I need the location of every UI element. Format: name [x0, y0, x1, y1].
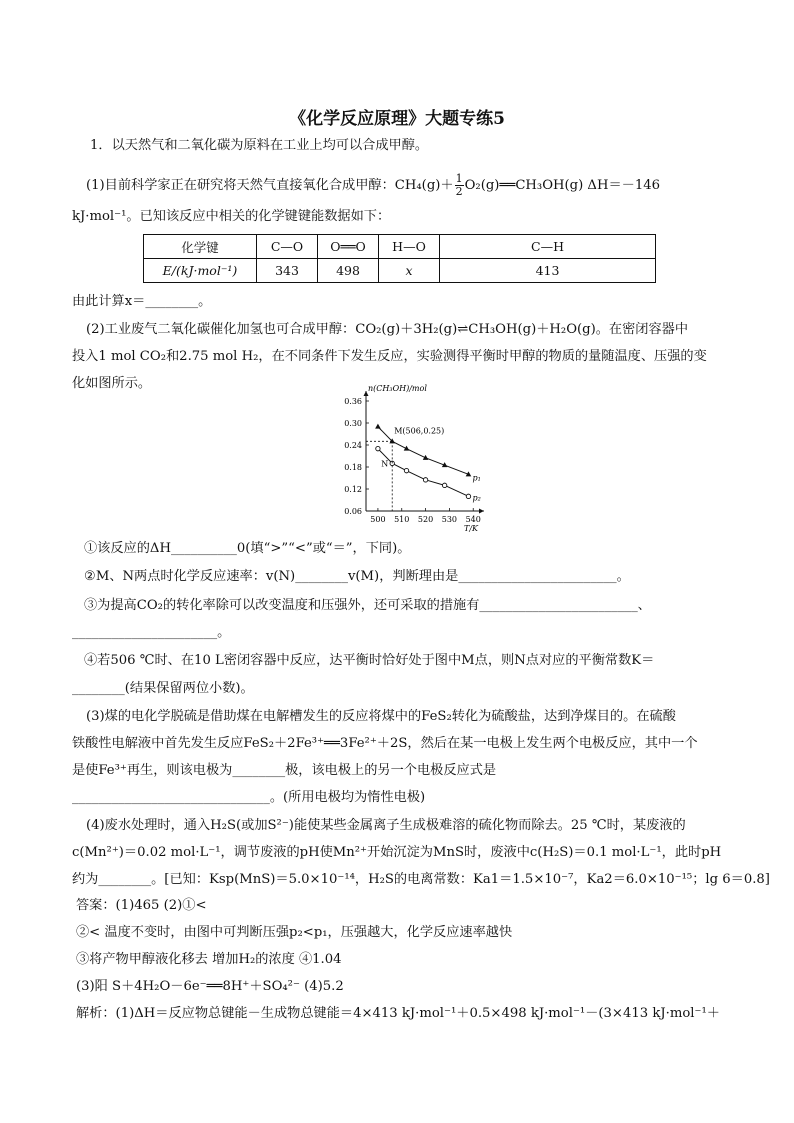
x-tick-label: 530 [441, 515, 458, 524]
sub-question-2: ②M、N两点时化学反应速率：v(N)________v(M)，判断理由是________________________。 [84, 569, 630, 584]
sub-question-1: ①该反应的ΔH__________0(填“>”“<”或“＝”，下同)。 [84, 541, 411, 556]
annotation-n: N [381, 459, 389, 469]
answer-line-4: (3)阳 S＋4H₂O－6e⁻══8H⁺＋SO₄²⁻ (4)5.2 [76, 979, 344, 994]
table-header-row [144, 235, 656, 259]
sub-question-3-line2: ______________________。 [72, 625, 231, 640]
x-tick-label: 510 [394, 515, 410, 524]
q1-part2-line2: 投入1 mol CO₂和2.75 mol H₂，在不同条件下发生反应，实验测得平衡时甲醇的物质的量随温度、压强的变 [72, 349, 707, 364]
x-tick-label: 540 [465, 515, 481, 524]
page-title: 《化学反应原理》大题专练5 [289, 109, 505, 129]
fraction [455, 173, 464, 198]
table-cell: H—O [379, 235, 440, 259]
y-tick-label: 0.36 [344, 397, 362, 406]
answer-line-3: ③将产物甲醇液化移去 增加H₂的浓度 ④1.04 [76, 952, 342, 967]
q1-part1-line1 [86, 173, 660, 198]
y-tick-label: 0.24 [344, 441, 362, 450]
sub-question-4-line2: ________(结果保留两位小数)。 [72, 681, 254, 696]
series-label-2: p₂ [472, 493, 481, 503]
answer-line-1: 答案：(1)465 (2)①< [76, 898, 207, 913]
table-cell: 343 [257, 259, 318, 283]
q1-part4-line2: c(Mn²⁺)＝0.02 mol·L⁻¹，调节废液的pH使Mn²⁺开始沉淀为MnS时，废液中c(H₂S)＝0.1 mol·L⁻¹，此时pH [72, 845, 722, 860]
table-cell: O══O [318, 235, 379, 259]
bond-energy-table [143, 234, 656, 283]
table-cell: 413 [440, 259, 656, 283]
sub-question-4-line1: ④若506 ℃时、在10 L密闭容器中反应，达平衡时恰好处于图中M点，则N点对应的平衡常数K＝ [84, 653, 655, 668]
q1-part3-line4: ______________________________。(所用电极均为惰性电极) [72, 790, 426, 805]
table-cell: C—O [257, 235, 318, 259]
table-cell: C—H [440, 235, 656, 259]
answer-line-2: ②< 温度不变时，由图中可判断压强p₂<p₁，压强越大，化学反应速率越快 [76, 925, 513, 940]
table-cell: 化学键 [144, 235, 257, 259]
sub-question-3-line1: ③为提高CO₂的转化率除可以改变温度和压强外，还可采取的措施有________________________、 [84, 598, 651, 613]
q1-part3-line1: (3)煤的电化学脱硫是借助煤在电解槽发生的反应将煤中的FeS₂转化为硫酸盐，达到净煤目的。在硫酸 [86, 709, 676, 724]
y-tick-label: 0.18 [344, 463, 362, 472]
q1-part1-line2: kJ·mol⁻¹。已知该反应中相关的化学键键能数据如下： [72, 209, 391, 224]
data-point [375, 424, 381, 429]
data-point [376, 446, 380, 450]
methanol-chart [330, 384, 490, 533]
explanation-line-1: 解析：(1)ΔH＝反应物总键能－生成物总键能＝4×413 kJ·mol⁻¹＋0.5×498 kJ·mol⁻¹－(3×413 kJ·mol⁻¹＋ [76, 1006, 720, 1021]
fraction-denominator: 2 [455, 185, 463, 198]
q1-part4-line1: (4)废水处理时，通入H₂S(或加S²⁻)能使某些金属离子生成极难溶的硫化物而除去。25 ℃时，某废液的 [86, 818, 686, 833]
reaction-text-a: (1)目前科学家正在研究将天然气直接氧化合成甲醇：CH₄(g)＋ [86, 178, 454, 193]
question-1-intro: 1．以天然气和二氧化碳为原料在工业上均可以合成甲醇。 [90, 138, 429, 153]
x-tick-label: 500 [370, 515, 386, 524]
table-cell: x [379, 259, 440, 283]
x-axis-arrow [479, 509, 484, 514]
x-tick-label: 520 [417, 515, 434, 524]
fraction-numerator: 1 [455, 172, 463, 185]
reaction-text-b: O₂(g)══CH₃OH(g) ΔH＝－146 [464, 178, 661, 193]
y-axis-label: n(CH₃OH)/mol [368, 384, 427, 393]
q1-part1-calc: 由此计算x＝________。 [72, 294, 212, 309]
annotation-m: M(506,0.25) [394, 426, 445, 436]
q1-part4-line3: 约为________。[已知：Ksp(MnS)＝5.0×10⁻¹⁴，H₂S的电离常数：Ka1＝1.5×10⁻⁷，Ka2＝6.0×10⁻¹⁵；lg 6＝0.8] [72, 872, 770, 887]
q1-part2-line1: (2)工业废气二氧化碳催化加氢也可合成甲醇：CO₂(g)＋3H₂(g)⇌CH₃OH(g)＋H₂O(g)。在密闭容器中 [86, 322, 689, 337]
series-label-1: p₁ [472, 473, 481, 483]
y-tick-label: 0.06 [344, 507, 362, 516]
data-point [404, 468, 408, 472]
y-tick-label: 0.12 [344, 485, 362, 494]
table-cell: E/(kJ·mol⁻¹) [144, 259, 257, 283]
q1-part3-line3: 是使Fe³⁺再生，则该电极为________极，该电极上的另一个电极反应式是 [72, 763, 497, 778]
x-axis-label: T/K [464, 524, 479, 533]
y-tick-label: 0.30 [344, 419, 362, 428]
table-cell: 498 [318, 259, 379, 283]
data-point [442, 483, 446, 487]
q1-part3-line2: 铁酸性电解液中首先发生反应FeS₂＋2Fe³⁺══3Fe²⁺＋2S，然后在某一电极上发生两个电极反应，其中一个 [72, 736, 698, 751]
q1-part2-line3: 化如图所示。 [72, 376, 152, 391]
table-row [144, 259, 656, 283]
series-line-2 [378, 449, 469, 497]
data-point [423, 478, 427, 482]
data-point [466, 494, 470, 498]
